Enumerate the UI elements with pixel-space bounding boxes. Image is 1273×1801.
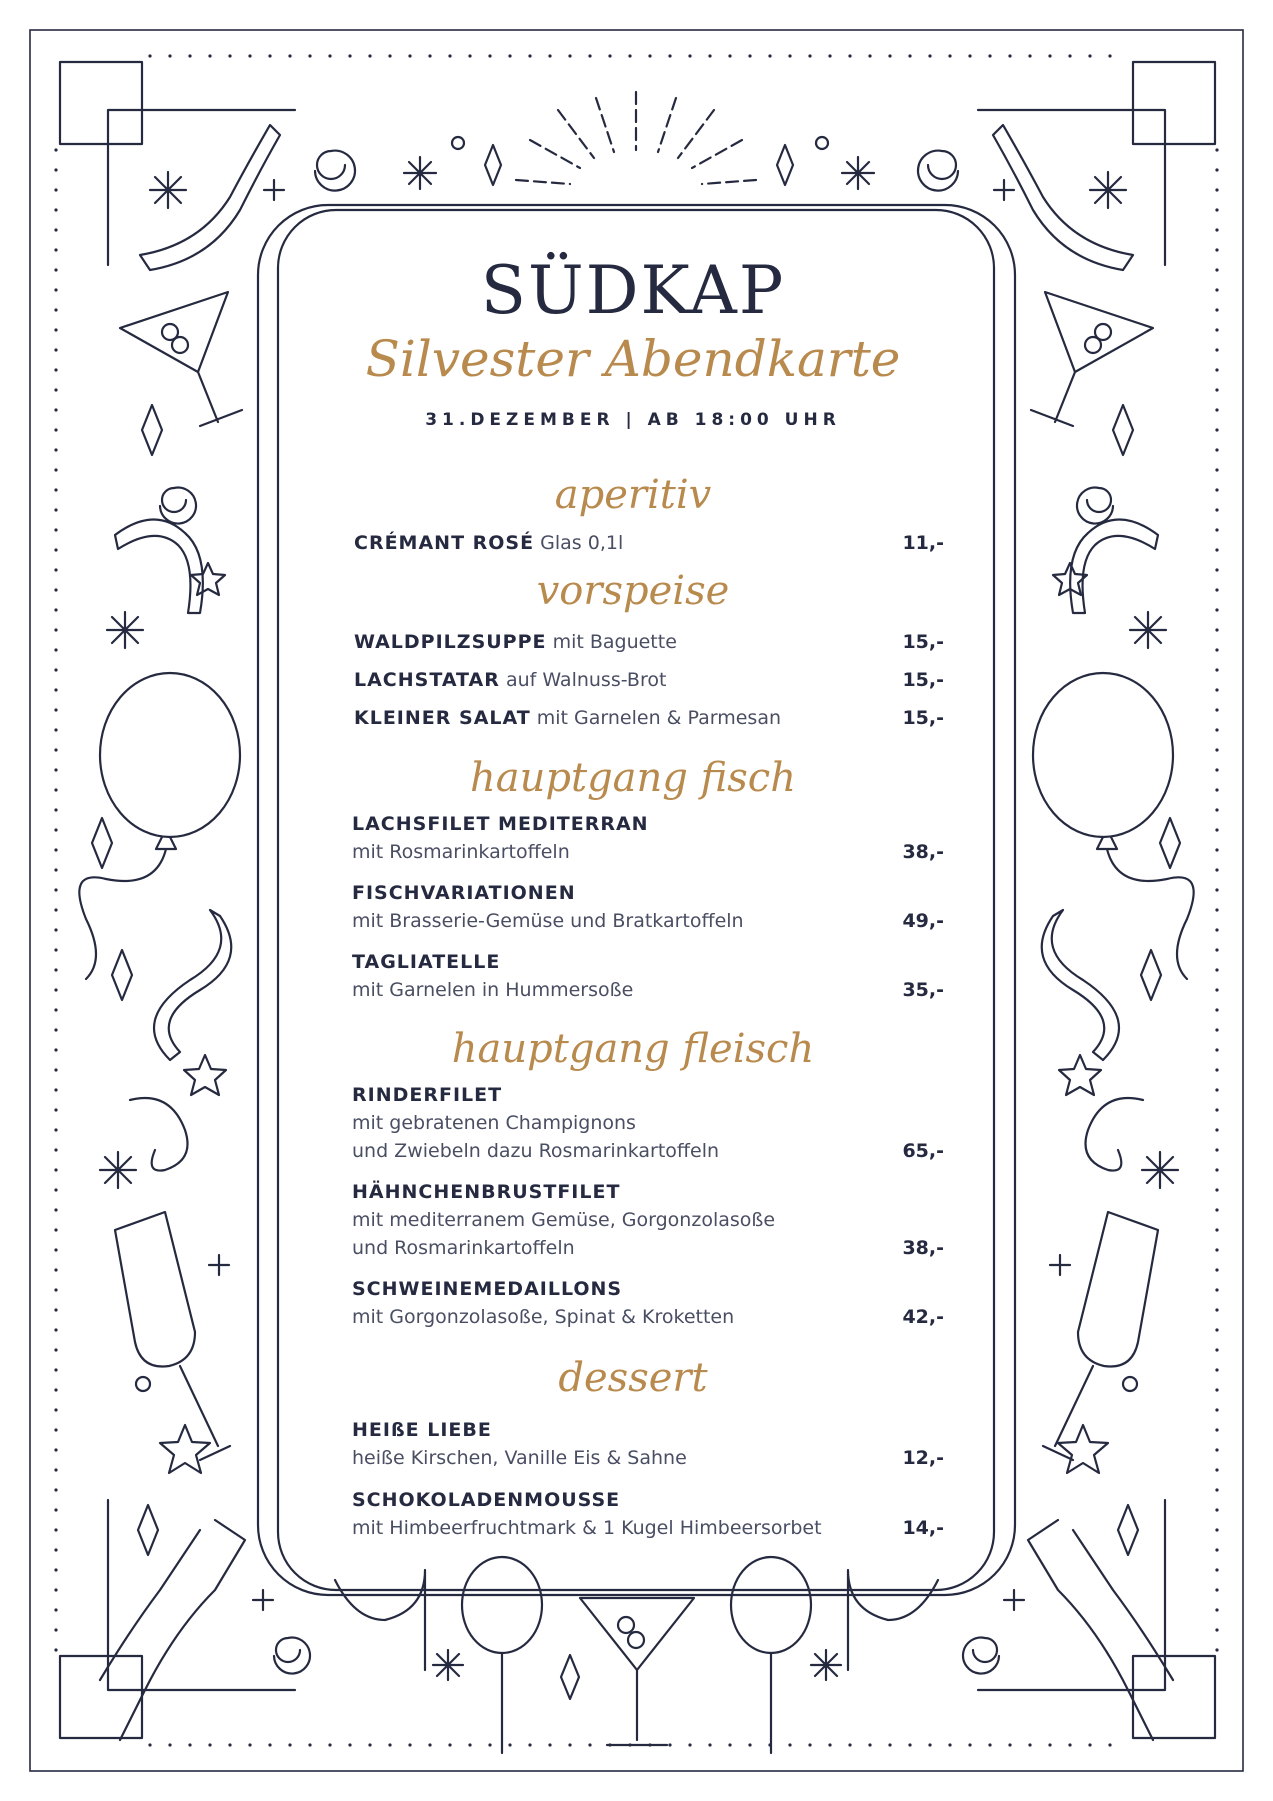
item-price: 15,- xyxy=(902,669,944,691)
item-name: SCHOKOLADENMOUSSE xyxy=(352,1489,621,1511)
item-price: 15,- xyxy=(902,707,944,729)
section-title-dessert: dessert xyxy=(558,1355,708,1401)
item-desc: mit Gorgonzolasoße, Spinat & Kroketten xyxy=(352,1306,735,1328)
menu-item xyxy=(352,1081,944,1165)
event-date: 31.DEZEMBER | AB 18:00 UHR xyxy=(425,410,841,430)
sunburst-icon xyxy=(516,92,756,184)
item-desc: mit Garnelen in Hummersoße xyxy=(352,979,634,1001)
item-name: TAGLIATELLE xyxy=(352,951,501,973)
item-price: 38,- xyxy=(902,1237,944,1259)
item-name: FISCHVARIATIONEN xyxy=(352,882,576,904)
item-name: HEIßE LIEBE xyxy=(352,1419,492,1441)
item-desc: Glas 0,1l xyxy=(540,532,624,554)
item-desc: mit Himbeerfruchtmark & 1 Kugel Himbeersorbet xyxy=(352,1517,822,1539)
item-name: WALDPILZSUPPE xyxy=(354,631,547,653)
section-title-fleisch: hauptgang fleisch xyxy=(451,1026,815,1072)
item-desc: auf Walnuss-Brot xyxy=(505,669,667,691)
item-name: LACHSTATAR xyxy=(354,669,500,691)
menu-item xyxy=(352,1486,944,1542)
menu-item xyxy=(352,1178,944,1262)
menu-item xyxy=(352,1416,944,1472)
corner-square-bl xyxy=(60,1656,142,1738)
item-desc: mit Brasserie-Gemüse und Bratkartoffeln xyxy=(352,910,744,932)
menu-item xyxy=(352,810,944,866)
menu-item xyxy=(352,879,944,935)
item-desc: mit gebratenen Champignons xyxy=(352,1112,636,1134)
menu-item xyxy=(352,948,944,1004)
item-name: KLEINER SALAT xyxy=(354,707,531,729)
item-name: LACHSFILET MEDITERRAN xyxy=(352,813,649,835)
item-name: SCHWEINEMEDAILLONS xyxy=(352,1278,623,1300)
item-name: HÄHNCHENBRUSTFILET xyxy=(352,1181,621,1203)
menu-item xyxy=(354,666,944,694)
menu-card xyxy=(278,210,988,1590)
section-title-aperitiv: aperitiv xyxy=(554,472,712,518)
item-price: 49,- xyxy=(902,910,944,932)
item-desc: mit Garnelen & Parmesan xyxy=(536,707,782,729)
item-price: 65,- xyxy=(902,1140,944,1162)
section-title-fisch: hauptgang fisch xyxy=(470,755,796,801)
item-price: 42,- xyxy=(902,1306,944,1328)
item-price: 11,- xyxy=(902,532,944,554)
item-desc: mit mediterranem Gemüse, Gorgonzolasoße xyxy=(352,1209,776,1231)
item-desc: heiße Kirschen, Vanille Eis & Sahne xyxy=(352,1447,687,1469)
corner-square-tl xyxy=(60,62,142,144)
item-price: 14,- xyxy=(902,1517,944,1539)
item-desc: und Rosmarinkartoffeln xyxy=(352,1237,575,1259)
menu-item xyxy=(352,1275,944,1331)
item-desc: mit Baguette xyxy=(552,631,677,653)
item-price: 38,- xyxy=(902,841,944,863)
item-desc: mit Rosmarinkartoffeln xyxy=(352,841,570,863)
item-price: 15,- xyxy=(902,631,944,653)
menu-item xyxy=(354,628,944,656)
corner-square-tr xyxy=(1133,62,1215,144)
item-price: 12,- xyxy=(902,1447,944,1469)
item-desc: und Zwiebeln dazu Rosmarinkartoffeln xyxy=(352,1140,720,1162)
menu-item xyxy=(354,704,944,732)
menu-item xyxy=(354,529,944,557)
restaurant-name: SÜDKAP xyxy=(480,252,786,329)
section-title-vorspeise: vorspeise xyxy=(536,568,730,614)
item-name: RINDERFILET xyxy=(352,1084,503,1106)
menu-subtitle: Silvester Abendkarte xyxy=(365,330,901,388)
item-price: 35,- xyxy=(902,979,944,1001)
item-name: CRÉMANT ROSÉ xyxy=(354,532,535,554)
